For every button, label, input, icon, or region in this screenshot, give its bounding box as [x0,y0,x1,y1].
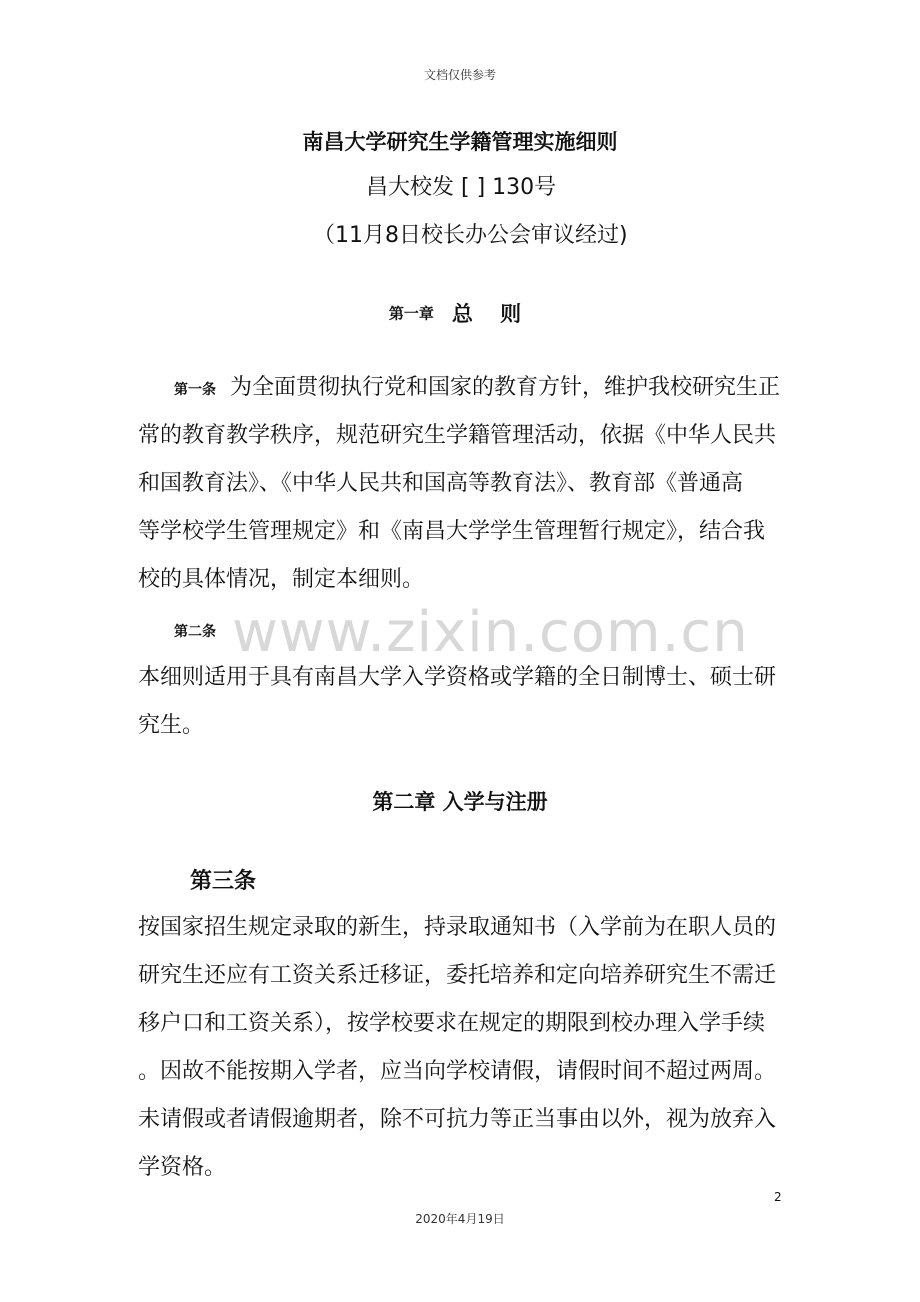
article-1-line-4: 等学校学生管理规定》和《南昌大学学生管理暂行规定》，结合我 [138,519,766,544]
article-3-line-1: 按国家招生规定录取的新生，持录取通知书（入学前为在职人员的 [138,915,777,940]
article-3-label: 第三条 [190,869,257,894]
article-2-line-1: 本细则适用于具有南昌大学入学资格或学籍的全日制博士、硕士研 [138,665,777,690]
document-title: 南昌大学研究生学籍管理实施细则 [302,130,618,154]
article-3-line-2: 研究生还应有工资关系迁移证，委托培养和定向培养研究生不需迁 [138,963,777,988]
page-header: 文档仅供参考 [423,68,496,82]
article-3-line-6: 学资格。 [138,1155,227,1180]
article-2-line-2: 究生。 [138,713,205,738]
chapter-2-heading: 第二章 入学与注册 [372,790,548,814]
article-1-line-3: 和国教育法》、《中华人民共和国高等教育法》、教育部《普通高 [138,471,744,496]
page-number: 2 [774,1190,782,1204]
article-3-line-3: 移户口和工资关系），按学校要求在规定的期限到校办理入学手续 [138,1011,766,1036]
article-3-line-4: 。因故不能按期入学者，应当向学校请假，请假时间不超过两周。 [138,1059,777,1084]
article-1-text: 为全面贯彻执行党和国家的教育方针，维护我校研究生正 [230,375,781,400]
watermark: www.zixin.com.cn [232,600,749,665]
chapter-1-name: 总 则 [451,302,532,326]
article-1-line-2: 常的教育教学秩序，规范研究生学籍管理活动，依据《中华人民共 [138,423,777,448]
chapter-1-label: 第一章 [388,304,434,323]
article-1-label: 第一条 [174,382,216,398]
document-number: 昌大校发 [ ] 130号 [366,175,557,200]
article-1-line-5: 校的具体情况，制定本细则。 [138,567,425,592]
article-1-line-1 [138,364,780,414]
footer-date: 2020年4月19日 [415,1212,505,1226]
article-2-label: 第二条 [174,624,216,640]
chapter-1-heading [0,298,920,328]
article-3-line-5: 未请假或者请假逾期者，除不可抗力等正当事由以外，视为放弃入 [138,1107,777,1132]
meeting-note: （11月8日校长办公会审议经过) [313,223,628,248]
